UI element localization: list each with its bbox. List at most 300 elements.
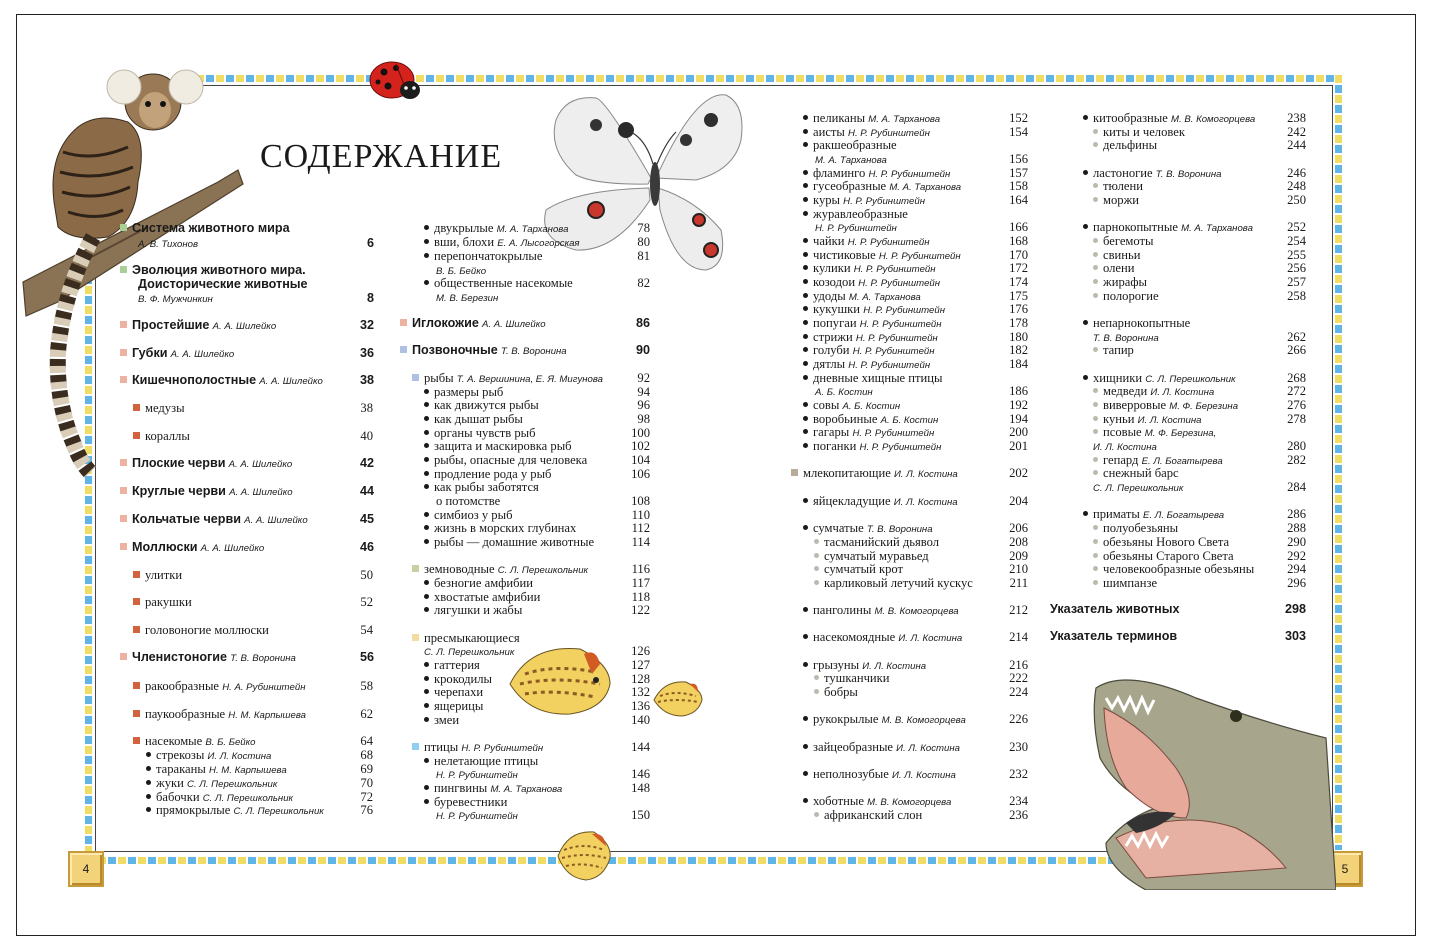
- page-number: 206: [1009, 521, 1028, 535]
- toc-entry[interactable]: [412, 632, 650, 646]
- page-number: 108: [631, 494, 650, 508]
- page-number: 184: [1009, 357, 1028, 371]
- bullet-icon: [1093, 580, 1098, 585]
- toc-entry[interactable]: [1093, 235, 1306, 249]
- page-number: 236: [1009, 808, 1028, 822]
- toc-entry[interactable]: [133, 596, 373, 610]
- entry-author: М. А. Тарханова: [868, 114, 941, 125]
- toc-entry[interactable]: [814, 809, 1028, 823]
- entry-author: Н. Р. Рубинштейн: [858, 278, 941, 289]
- toc-entry[interactable]: [120, 319, 374, 334]
- page-number: 230: [1009, 740, 1028, 754]
- entry-author: Н. Р. Рубинштейн: [848, 128, 930, 139]
- bullet-icon: [803, 183, 808, 188]
- toc-entry[interactable]: [400, 317, 650, 332]
- page-number: 222: [1009, 671, 1028, 685]
- toc-entry[interactable]: [424, 536, 650, 550]
- toc-entry[interactable]: [424, 454, 650, 468]
- bullet-icon: [814, 675, 819, 680]
- entry-title: гагары: [813, 425, 850, 439]
- bullet-icon: [1083, 320, 1088, 325]
- entry-title: бобры: [824, 685, 858, 699]
- entry-author: Т. А. Вершинина, Е. Я. Мигунова: [456, 374, 603, 385]
- entry-title: дельфины: [1103, 138, 1158, 152]
- toc-entry[interactable]: [133, 569, 373, 583]
- entry-title: журавлеобразные: [813, 207, 908, 221]
- entry-title: жирафы: [1103, 275, 1147, 289]
- entry-title: буревестники: [434, 795, 508, 809]
- ladybug-illustration: [366, 56, 422, 108]
- section-marker-icon: [120, 543, 127, 550]
- entry-author: Т. В. Воронина: [500, 346, 567, 357]
- page-number: 150: [631, 808, 650, 822]
- page-number: 110: [631, 508, 650, 522]
- entry-author: И. Л. Костина: [862, 661, 927, 672]
- entry-title: удоды: [813, 289, 846, 303]
- bullet-icon: [803, 238, 808, 243]
- bullet-icon: [424, 225, 429, 230]
- entry-author: С. Л. Перешкольник: [1093, 483, 1184, 494]
- page-number: 132: [631, 685, 650, 699]
- toc-entry[interactable]: [424, 700, 650, 714]
- section-marker-icon: [120, 515, 127, 522]
- entry-title: чайки: [813, 234, 845, 248]
- toc-entry[interactable]: [424, 604, 650, 618]
- entry-author: А. Б. Костин: [842, 401, 901, 412]
- entry-title: дятлы: [813, 357, 846, 371]
- entry-title: чистиковые: [813, 248, 876, 262]
- toc-entry[interactable]: [120, 651, 374, 666]
- entry-title: Эволюция животного мира.: [132, 263, 306, 277]
- bullet-icon: [803, 293, 808, 298]
- entry-title: перепончатокрылые: [434, 249, 543, 263]
- entry-author: А. Б. Костин: [880, 415, 939, 426]
- toc-entry[interactable]: [1093, 290, 1306, 304]
- toc-entry[interactable]: [814, 563, 1028, 577]
- toc-entry[interactable]: [1093, 467, 1306, 481]
- entry-title: полорогие: [1103, 289, 1159, 303]
- bullet-icon: [424, 280, 429, 285]
- entry-author: М. А. Тарханова: [490, 784, 563, 795]
- toc-entry[interactable]: [120, 485, 374, 500]
- toc-entry[interactable]: [138, 292, 374, 307]
- page-number: 268: [1287, 371, 1306, 385]
- bullet-icon: [424, 430, 429, 435]
- bullet-icon: [146, 752, 151, 757]
- toc-entry[interactable]: [1093, 577, 1306, 591]
- entry-title: голуби: [813, 343, 850, 357]
- page-number: 144: [631, 740, 650, 754]
- page-number: 244: [1287, 138, 1306, 152]
- toc-entry[interactable]: [424, 714, 650, 728]
- entry-title: Моллюски: [132, 540, 198, 554]
- toc-entry[interactable]: [1093, 180, 1306, 194]
- page-number: 182: [1009, 343, 1028, 357]
- page-number: 158: [1009, 179, 1028, 193]
- entry-author: А. А. Шилейко: [200, 543, 265, 554]
- toc-entry[interactable]: [133, 624, 373, 638]
- bullet-icon: [146, 780, 151, 785]
- entry-author: И. Л. Костина: [1093, 442, 1157, 453]
- toc-entry[interactable]: [1093, 194, 1306, 208]
- entry-title: Доисторические животные: [138, 277, 308, 291]
- bullet-icon: [424, 758, 429, 763]
- toc-entry[interactable]: [146, 804, 373, 819]
- toc-entry[interactable]: [120, 222, 374, 236]
- entry-title: стрижи: [813, 330, 853, 344]
- toc-entry[interactable]: [120, 347, 374, 362]
- section-marker-icon: [133, 737, 140, 744]
- entry-title: человекообразные обезьяны: [1103, 562, 1255, 576]
- page-number: 272: [1287, 384, 1306, 398]
- entry-title: моржи: [1103, 193, 1140, 207]
- bullet-icon: [1093, 129, 1098, 134]
- entry-title: жуки: [156, 776, 184, 790]
- entry-title: кулики: [813, 261, 851, 275]
- toc-entry[interactable]: [803, 372, 1028, 386]
- entry-title: пресмыкающиеся: [424, 631, 520, 645]
- toc-entry[interactable]: [424, 659, 650, 673]
- entry-title: рукокрылые: [813, 712, 879, 726]
- bullet-icon: [803, 498, 808, 503]
- entry-title: дневные хищные птицы: [813, 371, 943, 385]
- entry-title: общественные насекомые: [434, 276, 573, 290]
- bullet-icon: [424, 389, 429, 394]
- entry-title: фламинго: [813, 166, 866, 180]
- entry-title: крокодилы: [434, 672, 493, 686]
- bullet-icon: [1093, 429, 1098, 434]
- bullet-icon: [424, 662, 429, 667]
- bullet-icon: [1083, 170, 1088, 175]
- page-number: 117: [631, 576, 650, 590]
- entry-author: М. В. Комогорцева: [881, 715, 966, 726]
- section-marker-icon: [133, 404, 140, 411]
- page-number: 154: [1009, 125, 1028, 139]
- entry-title: псовые: [1103, 425, 1142, 439]
- entry-author: И. Л. Костина: [893, 469, 958, 480]
- toc-entry[interactable]: [1093, 563, 1306, 577]
- toc-entry[interactable]: [814, 672, 1028, 686]
- entry-title: лягушки и жабы: [434, 603, 523, 617]
- toc-entry[interactable]: [803, 768, 1028, 783]
- section-marker-icon: [133, 682, 140, 689]
- section-marker-icon: [120, 224, 127, 231]
- page-number: 288: [1287, 521, 1306, 535]
- entry-author: И. Л. Костина: [898, 633, 963, 644]
- entry-title: как рыбы заботятся: [434, 480, 539, 494]
- toc-entry[interactable]: [1083, 317, 1306, 331]
- entry-title: прямокрылые: [156, 803, 231, 817]
- bullet-icon: [424, 471, 429, 476]
- entry-title: безногие амфибии: [434, 576, 533, 590]
- entry-title: земноводные: [424, 562, 495, 576]
- toc-entry[interactable]: [424, 399, 650, 413]
- bullet-icon: [814, 553, 819, 558]
- entry-title: свиньи: [1103, 248, 1141, 262]
- toc-entry[interactable]: [1093, 522, 1306, 536]
- bullet-icon: [1083, 511, 1088, 516]
- page-number: 214: [1009, 630, 1028, 644]
- toc-entry[interactable]: [424, 277, 650, 291]
- toc-entry[interactable]: [1093, 536, 1306, 550]
- entry-title: обезьяны Нового Света: [1103, 535, 1230, 549]
- entry-title: воробьиные: [813, 412, 878, 426]
- page-number: 8: [366, 291, 374, 305]
- page-number: 175: [1009, 289, 1028, 303]
- bullet-icon: [803, 142, 808, 147]
- entry-title: полуобезьяны: [1103, 521, 1179, 535]
- toc-entry[interactable]: [1093, 276, 1306, 290]
- bullet-icon: [803, 429, 808, 434]
- page-number: 201: [1009, 439, 1028, 453]
- toc-entry[interactable]: [133, 680, 373, 695]
- toc-entry[interactable]: [803, 440, 1028, 455]
- entry-title: сумчатые: [813, 521, 864, 535]
- page-number: 192: [1009, 398, 1028, 412]
- section-marker-icon: [120, 487, 127, 494]
- entry-title: пингвины: [434, 781, 488, 795]
- entry-title: бабочки: [156, 790, 200, 804]
- toc-entry[interactable]: [138, 237, 374, 252]
- toc-entry[interactable]: [424, 413, 650, 427]
- toc-entry[interactable]: [133, 430, 373, 444]
- toc-entry[interactable]: [138, 278, 374, 292]
- toc-entry[interactable]: [436, 291, 650, 306]
- page-number: 174: [1009, 275, 1028, 289]
- bullet-icon: [424, 717, 429, 722]
- toc-entry[interactable]: [1050, 603, 1306, 617]
- page-number: 102: [631, 439, 650, 453]
- bullet-icon: [424, 525, 429, 530]
- entry-title: шимпанзе: [1103, 576, 1158, 590]
- bullet-icon: [1093, 197, 1098, 202]
- entry-title: попугаи: [813, 316, 857, 330]
- toc-entry[interactable]: [133, 708, 373, 723]
- entry-author: М. В. Комогорцева: [867, 797, 952, 808]
- page-number: 180: [1009, 330, 1028, 344]
- page-number: 280: [1287, 439, 1306, 453]
- page-number: 202: [1009, 466, 1028, 480]
- section-marker-icon: [400, 346, 407, 353]
- entry-author: М. А. Тарханова: [815, 155, 887, 166]
- section-marker-icon: [133, 710, 140, 717]
- entry-author: М. А. Тарханова: [1181, 223, 1253, 234]
- toc-entry[interactable]: [436, 809, 650, 824]
- toc-entry[interactable]: [424, 686, 650, 700]
- bullet-icon: [803, 279, 808, 284]
- entry-title: кукушки: [813, 302, 861, 316]
- page-number: 98: [637, 412, 650, 426]
- entry-author: И. Л. Костина: [896, 743, 960, 754]
- page-number: 140: [631, 713, 650, 727]
- page-number: 157: [1009, 166, 1028, 180]
- entry-title: стрекозы: [156, 748, 205, 762]
- entry-title: ластоногие: [1093, 166, 1153, 180]
- entry-title: куры: [813, 193, 840, 207]
- toc-entry[interactable]: [803, 208, 1028, 222]
- entry-author: М. А. Тарханова: [889, 182, 962, 193]
- page-number: 72: [360, 790, 373, 804]
- page-number: 100: [631, 426, 650, 440]
- bullet-icon: [803, 170, 808, 175]
- toc-entry[interactable]: [814, 686, 1028, 700]
- bullet-icon: [424, 580, 429, 585]
- page-number: 118: [631, 590, 650, 604]
- entry-title: аисты: [813, 125, 845, 139]
- entry-title: гепард: [1103, 453, 1139, 467]
- entry-author: Т. В. Воронина: [1093, 333, 1159, 344]
- page-number: 6: [366, 236, 374, 250]
- page-number: 104: [631, 453, 650, 467]
- bullet-icon: [424, 607, 429, 612]
- section-marker-icon: [412, 743, 419, 750]
- entry-title: ящерицы: [434, 699, 484, 713]
- entry-title: грызуны: [813, 658, 860, 672]
- entry-author: Н. А. Рубинштейн: [222, 682, 306, 693]
- entry-title: тараканы: [156, 762, 206, 776]
- toc-entry[interactable]: [1050, 630, 1306, 644]
- toc-entry[interactable]: [803, 495, 1028, 510]
- page-number: 232: [1009, 767, 1028, 781]
- entry-title: черепахи: [434, 685, 484, 699]
- entry-title: продление рода у рыб: [434, 467, 552, 481]
- entry-title: виверровые: [1103, 398, 1167, 412]
- page-number: 238: [1287, 111, 1306, 125]
- toc-entry[interactable]: [1093, 426, 1306, 441]
- toc-entry[interactable]: [814, 536, 1028, 550]
- page-number: 286: [1287, 507, 1306, 521]
- page-number: 38: [360, 401, 373, 415]
- entry-title: парнокопытные: [1093, 220, 1178, 234]
- bullet-icon: [1093, 347, 1098, 352]
- bullet-icon: [424, 239, 429, 244]
- page-number: 58: [360, 679, 373, 693]
- entry-title: африканский слон: [824, 808, 923, 822]
- section-marker-icon: [400, 319, 407, 326]
- toc-entry[interactable]: [1093, 139, 1306, 153]
- toc-entry[interactable]: [815, 385, 1028, 400]
- entry-title: рыбы — домашние животные: [434, 535, 595, 549]
- page-number: 36: [359, 346, 374, 360]
- toc-entry[interactable]: [424, 796, 650, 810]
- page-number: 32: [359, 318, 374, 332]
- entry-title: размеры рыб: [434, 385, 504, 399]
- entry-title: панголины: [813, 603, 872, 617]
- toc-entry[interactable]: [400, 344, 650, 359]
- entry-title: головоногие моллюски: [145, 623, 269, 637]
- bullet-icon: [803, 634, 808, 639]
- bullet-icon: [1093, 238, 1098, 243]
- entry-author: Н. Р. Рубинштейн: [863, 305, 946, 316]
- entry-author: Т. В. Воронина: [230, 653, 296, 664]
- toc-entry[interactable]: [803, 741, 1028, 756]
- toc-entry[interactable]: [133, 402, 373, 416]
- toc-entry[interactable]: [120, 264, 374, 278]
- toc-entry[interactable]: [791, 467, 1028, 482]
- page-number: 112: [631, 521, 650, 535]
- entry-title: Позвоночные: [412, 343, 498, 357]
- toc-entry[interactable]: [120, 374, 374, 389]
- toc-entry[interactable]: [424, 755, 650, 769]
- toc-entry[interactable]: [803, 139, 1028, 153]
- toc-entry[interactable]: [814, 577, 1028, 591]
- bullet-icon: [803, 211, 808, 216]
- entry-author: М. Ф. Березина: [1169, 401, 1239, 412]
- section-marker-icon: [791, 469, 798, 476]
- bullet-icon: [424, 253, 429, 258]
- entry-author: Н. Р. Рубинштейн: [853, 264, 936, 275]
- entry-author: В. Б. Бейко: [205, 737, 256, 748]
- entry-title: ракушки: [145, 595, 192, 609]
- bullet-icon: [424, 676, 429, 681]
- page-number: 246: [1287, 166, 1306, 180]
- page-number: 92: [637, 371, 650, 385]
- toc-entry[interactable]: [424, 481, 650, 495]
- entry-title: гусеобразные: [813, 179, 887, 193]
- toc-entry[interactable]: [424, 250, 650, 264]
- entry-title: китообразные: [1093, 111, 1168, 125]
- toc-entry[interactable]: [803, 631, 1028, 646]
- bullet-icon: [803, 607, 808, 612]
- page-number: 294: [1287, 562, 1306, 576]
- entry-title: птицы: [424, 740, 459, 754]
- bullet-icon: [814, 812, 819, 817]
- entry-title: млекопитающие: [803, 466, 891, 480]
- entry-author: Н. Р. Рубинштейн: [843, 196, 925, 207]
- entry-title: куньи: [1103, 412, 1135, 426]
- page-number: 80: [637, 235, 650, 249]
- page-number: 164: [1009, 193, 1028, 207]
- bullet-icon: [146, 766, 151, 771]
- page-number: 126: [631, 644, 650, 658]
- toc-entry[interactable]: [803, 713, 1028, 728]
- section-marker-icon: [120, 459, 127, 466]
- entry-title: хоботные: [813, 794, 864, 808]
- bullet-icon: [803, 361, 808, 366]
- entry-author: Н. Р. Рубинштейн: [436, 770, 518, 781]
- toc-entry[interactable]: [1093, 344, 1306, 358]
- section-marker-icon: [133, 571, 140, 578]
- entry-title: снежный барс: [1103, 466, 1179, 480]
- toc-entry[interactable]: [1093, 481, 1306, 496]
- toc-entry[interactable]: [120, 457, 374, 472]
- entry-author: М. А. Тарханова: [848, 292, 921, 303]
- entry-author: А. А. Шилейко: [170, 349, 235, 360]
- toc-entry[interactable]: [120, 513, 374, 528]
- bullet-icon: [424, 443, 429, 448]
- toc-entry[interactable]: [424, 577, 650, 591]
- entry-title: Круглые черви: [132, 484, 226, 498]
- toc-entry[interactable]: [424, 440, 650, 454]
- entry-title: бегемоты: [1103, 234, 1154, 248]
- toc-entry[interactable]: [120, 541, 374, 556]
- toc-entry[interactable]: [1093, 262, 1306, 276]
- page-number: 56: [359, 650, 374, 664]
- toc-entry[interactable]: [436, 495, 650, 509]
- entry-author: Е. Л. Богатырева: [1143, 510, 1225, 521]
- bullet-icon: [1093, 566, 1098, 571]
- bullet-icon: [1093, 183, 1098, 188]
- bullet-icon: [1093, 142, 1098, 147]
- bullet-icon: [1093, 402, 1098, 407]
- toc-entry[interactable]: [803, 604, 1028, 619]
- bullet-icon: [803, 197, 808, 202]
- toc-entry[interactable]: [424, 522, 650, 536]
- entry-author: Н. Р. Рубинштейн: [868, 169, 951, 180]
- bullet-icon: [803, 252, 808, 257]
- fish-illustration-bottom: [552, 824, 616, 886]
- entry-author: А. А. Шилейко: [228, 459, 293, 470]
